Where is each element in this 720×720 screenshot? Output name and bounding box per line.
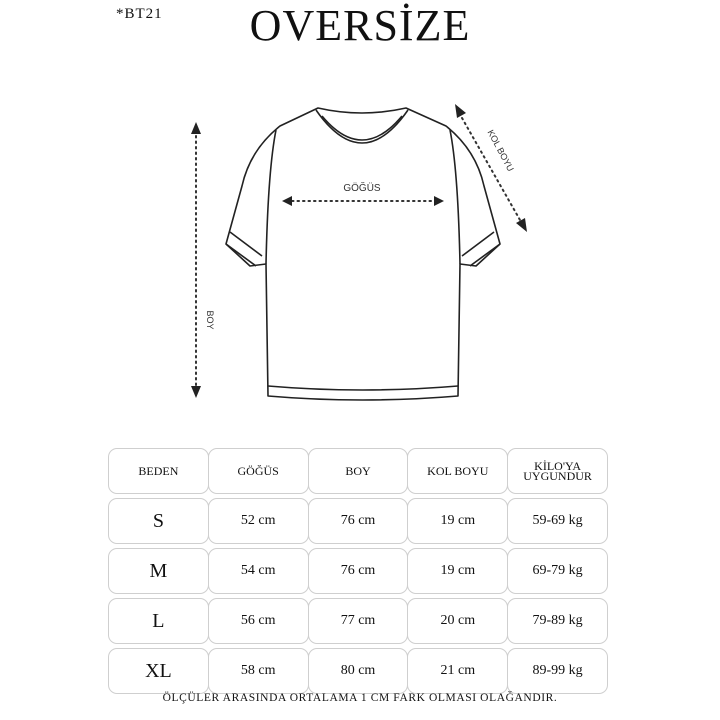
sleeve-cell: 20 cm bbox=[407, 598, 508, 644]
table-row bbox=[108, 498, 612, 548]
length-measure bbox=[191, 122, 201, 398]
size-cell: M bbox=[108, 548, 209, 594]
sleeve-cell: 21 cm bbox=[407, 648, 508, 694]
sleeve-cell: 19 cm bbox=[407, 548, 508, 594]
header-chest: GÖĞÜS bbox=[208, 448, 309, 494]
weight-cell: 89-99 kg bbox=[507, 648, 608, 694]
header-weight: KİLO'YA UYGUNDUR bbox=[507, 448, 608, 494]
product-code: *BT21 bbox=[116, 6, 163, 22]
chest-cell: 56 cm bbox=[208, 598, 309, 644]
weight-cell: 59-69 kg bbox=[507, 498, 608, 544]
hem bbox=[268, 386, 458, 390]
length-cell: 77 cm bbox=[308, 598, 409, 644]
size-table bbox=[108, 448, 612, 698]
size-cell: XL bbox=[108, 648, 209, 694]
length-cell: 80 cm bbox=[308, 648, 409, 694]
length-label: BOY bbox=[205, 310, 215, 330]
size-cell: L bbox=[108, 598, 209, 644]
page-title: OVERSİZE bbox=[249, 1, 471, 50]
length-cell: 76 cm bbox=[308, 548, 409, 594]
header-length: BOY bbox=[308, 448, 409, 494]
tshirt-outline bbox=[226, 108, 500, 400]
header-sleeve: KOL BOYU bbox=[407, 448, 508, 494]
table-row bbox=[108, 548, 612, 598]
table-row bbox=[108, 598, 612, 648]
sleeve-cell: 19 cm bbox=[407, 498, 508, 544]
chest-cell: 58 cm bbox=[208, 648, 309, 694]
weight-cell: 79-89 kg bbox=[507, 598, 608, 644]
header-size: BEDEN bbox=[108, 448, 209, 494]
neckline bbox=[322, 116, 402, 140]
weight-cell: 69-79 kg bbox=[507, 548, 608, 594]
size-cell: S bbox=[108, 498, 209, 544]
chest-cell: 54 cm bbox=[208, 548, 309, 594]
table-header-row bbox=[108, 448, 612, 498]
chest-cell: 52 cm bbox=[208, 498, 309, 544]
sleeve-label: KOL BOYU bbox=[485, 128, 516, 174]
footer-note: ÖLÇÜLER ARASINDA ORTALAMA 1 CM FARK OLMASI OLAĞANDIR. bbox=[162, 692, 558, 704]
chest-measure bbox=[282, 196, 444, 206]
chest-label: GÖĞÜS bbox=[343, 183, 381, 194]
length-cell: 76 cm bbox=[308, 498, 409, 544]
table-row bbox=[108, 648, 612, 698]
